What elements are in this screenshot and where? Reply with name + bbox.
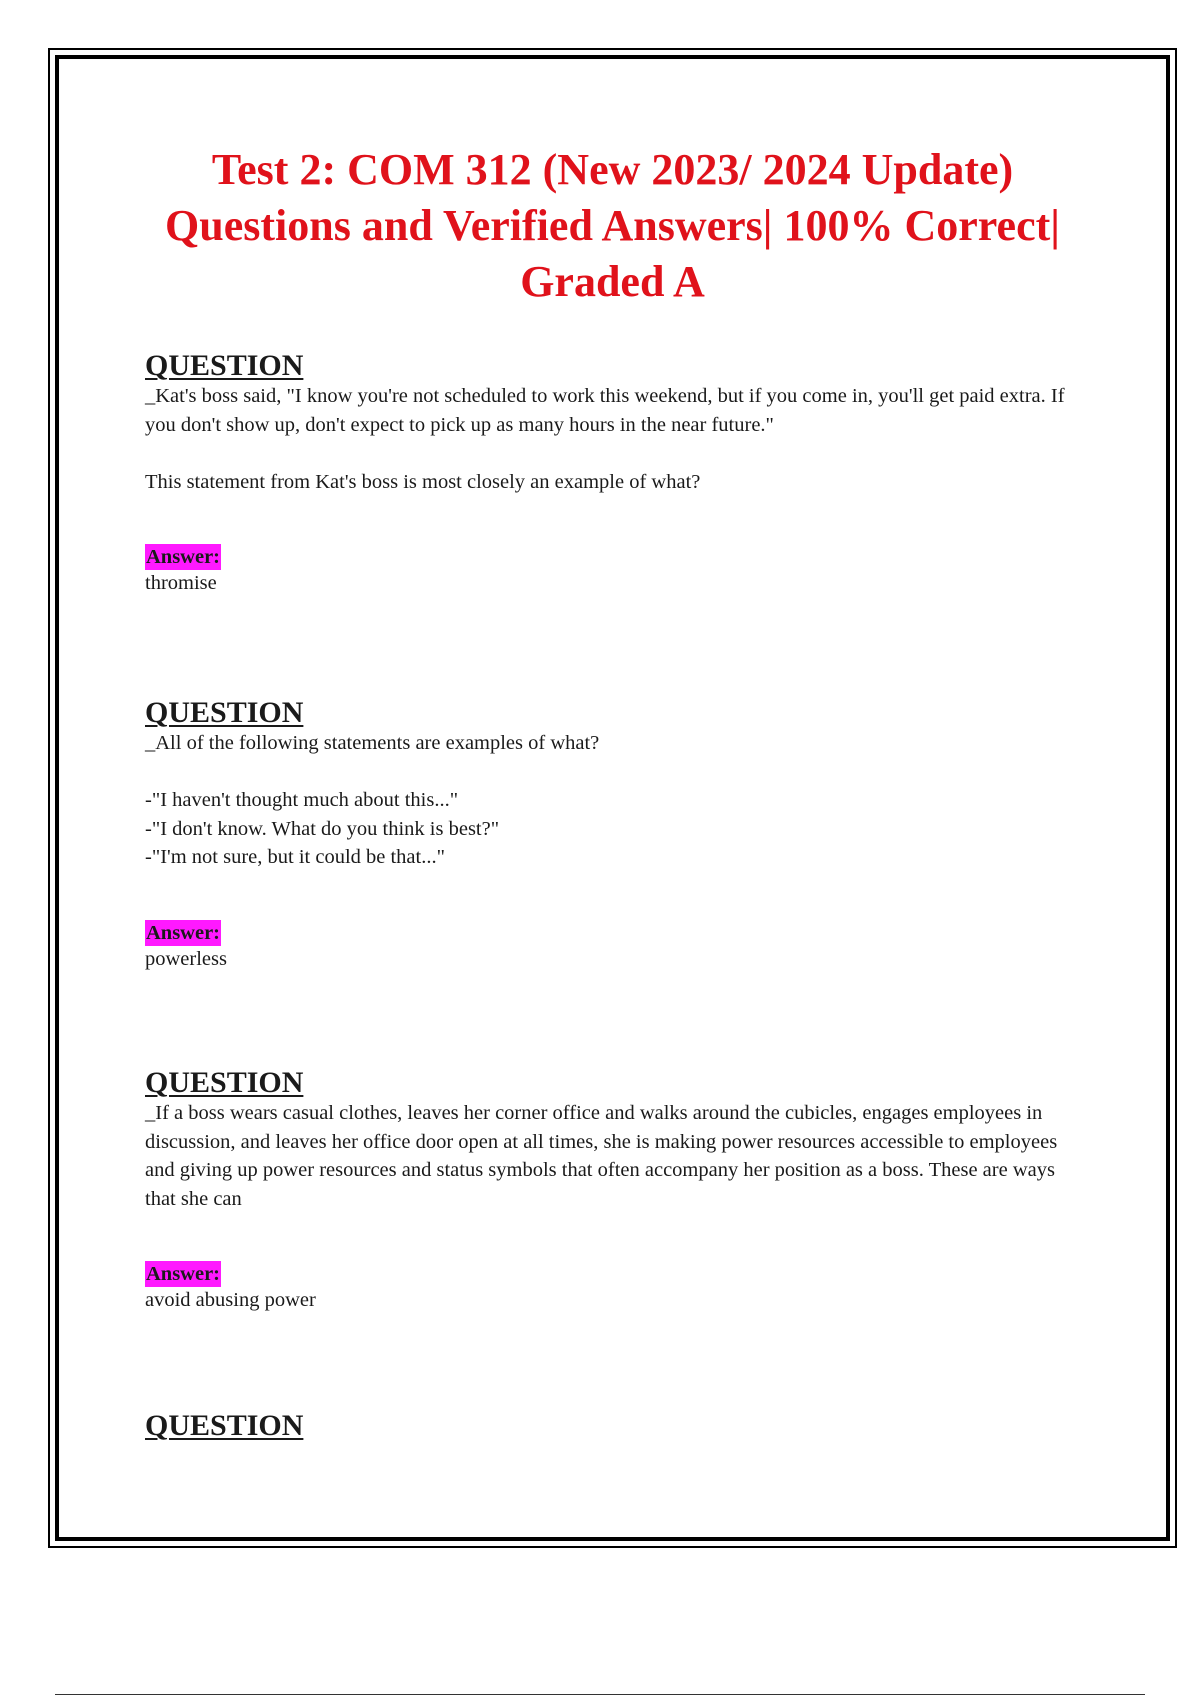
footer-divider	[55, 1694, 1145, 1695]
question-text: _All of the following statements are examples of what? -"I haven't thought much about this..." -"I don't know. What do you think is best?" -"I'm not sure, but it could be that..."	[145, 732, 600, 868]
question-block-2	[145, 697, 1075, 972]
answer-label: Answer:	[146, 1263, 221, 1285]
answer-value: avoid abusing power	[145, 1289, 316, 1311]
question-heading: QUESTION	[145, 696, 304, 729]
question-text: _If a boss wears casual clothes, leaves her corner office and walks around the cubicles, engages employees in discussion, and leaves her office door open at all times, she is making power resources accessible to employees and giving up power resources and status symbols that often accompany her position as a boss. These are ways that she can	[145, 1102, 1058, 1210]
answer-value: powerless	[145, 947, 227, 970]
question-heading: QUESTION	[145, 349, 304, 382]
question-heading: QUESTION	[145, 1409, 304, 1442]
question-block-4	[145, 1410, 1075, 1442]
document-title: Test 2: COM 312 (New 2023/ 2024 Update) Questions and Verified Answers| 100% Correct| Graded A	[165, 145, 1060, 306]
answer-label: Answer:	[146, 921, 221, 944]
question-heading: QUESTION	[145, 1066, 304, 1099]
answer-label: Answer:	[146, 546, 221, 568]
question-block-1	[145, 350, 1075, 596]
answer-value: thromise	[145, 572, 217, 594]
question-block-3	[145, 1067, 1075, 1313]
question-text: _Kat's boss said, "I know you're not scheduled to work this weekend, but if you come in, you'll get paid extra. If you don't show up, don't expect to pick up as many hours in the near future." This statement from Kat's boss is most closely an example of what?	[145, 385, 1065, 493]
